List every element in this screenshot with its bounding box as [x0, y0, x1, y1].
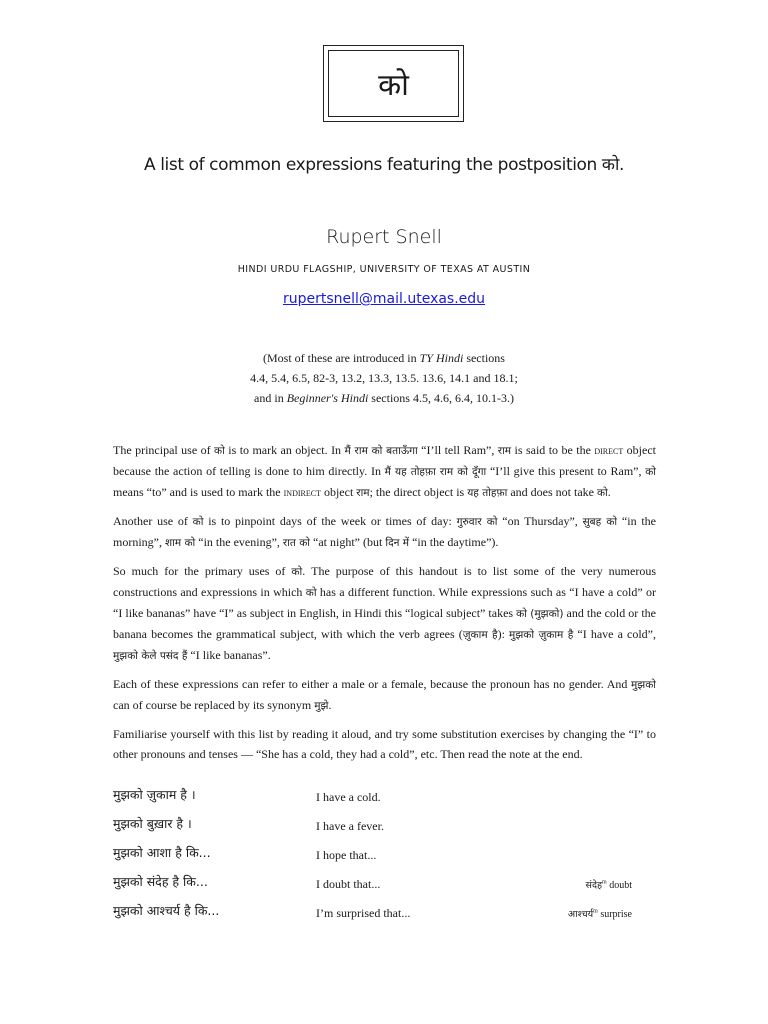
list-item — [113, 902, 656, 931]
page-title: A list of common expressions featuring the postposition को. — [143, 155, 624, 175]
paragraph-time-use: Another use of को is to pinpoint days of the week or times of day: गुरुवार को “on Thursday”, सुबह को “in the morning”, शाम को “in the evening”, रात को “at night” (but दिन में “in the daytime”). — [113, 514, 656, 549]
english-translation: I have a fever. — [316, 819, 384, 833]
author-email-link[interactable]: rupertsnell@mail.utexas.edu — [282, 291, 486, 307]
expression-list — [113, 786, 656, 931]
list-item — [113, 815, 656, 844]
author-name: Rupert Snell — [326, 226, 442, 248]
title-box — [323, 45, 464, 122]
english-translation: I hope that... — [316, 848, 377, 862]
vocab-note: संदेह$^m$ doubt — [585, 879, 632, 891]
list-item — [113, 873, 656, 902]
english-translation: I doubt that... — [316, 877, 381, 891]
note-line-2: 4.4, 5.4, 6.5, 82-3, 13.2, 13.3, 13.5. 13.6, 14.1 and 18.1; — [250, 371, 518, 385]
author-affiliation: HINDI URDU FLAGSHIP, UNIVERSITY OF TEXAS AT AUSTIN — [237, 264, 531, 275]
title-glyph: को — [328, 50, 459, 117]
vocab-note: आश्चर्य$^m$ surprise — [567, 908, 632, 920]
hindi-expression: मुझको बुख़ार है । — [113, 816, 192, 831]
paragraph-purpose: So much for the primary uses of को. The purpose of this handout is to list some of the very numerous constructions and expressions in which को has a different function. While expressions such as “I have a cold” or “I like bananas” have “I” as subject in English, in Hindi this “logical subject” takes को (मुझको) and the cold or the banana becomes the grammatical subject, with which the verb agrees (ज़ुकाम है): मुझको ज़ुकाम है “I have a cold”, मुझको केले पसंद हैं “I like bananas”. — [113, 564, 656, 662]
list-item — [113, 844, 656, 873]
references-note — [0, 348, 768, 408]
english-translation: I’m surprised that... — [316, 906, 411, 920]
paragraph-instructions: Familiarise yourself with this list by reading it aloud, and try some substitution exercises by changing the “I” to other pronouns and tenses — “She has a cold, they had a cold”, etc. Then read the note at the end. — [113, 727, 656, 761]
paragraph-gender: Each of these expressions can refer to either a male or a female, because the pronoun has no gender. And मुझको can of course be replaced by its synonym मुझे. — [113, 677, 656, 712]
hindi-expression: मुझको संदेह है कि... — [113, 874, 208, 889]
hindi-expression: मुझको ज़ुकाम है । — [113, 787, 196, 802]
body-text — [113, 440, 656, 772]
english-translation: I have a cold. — [316, 790, 381, 804]
note-line-1: (Most of these are introduced in TY Hindi sections — [263, 351, 505, 365]
hindi-expression: मुझको आश्चर्य है कि... — [113, 903, 220, 918]
hindi-expression: मुझको आशा है कि... — [113, 845, 211, 860]
list-item — [113, 786, 656, 815]
paragraph-principal-use: The principal use of को is to mark an object. In मैं राम को बताऊँगा “I’ll tell Ram”, राम is said to be the direct object because the action of telling is done to him directly. In मैं यह तोहफ़ा राम को दूँगा “I’ll give this present to Ram”, को means “to” and is used to mark the indirect object राम; the direct object is यह तोहफ़ा and does not take को. — [113, 443, 657, 499]
note-line-3: and in Beginner's Hindi sections 4.5, 4.6, 6.4, 10.1-3.) — [254, 391, 514, 405]
